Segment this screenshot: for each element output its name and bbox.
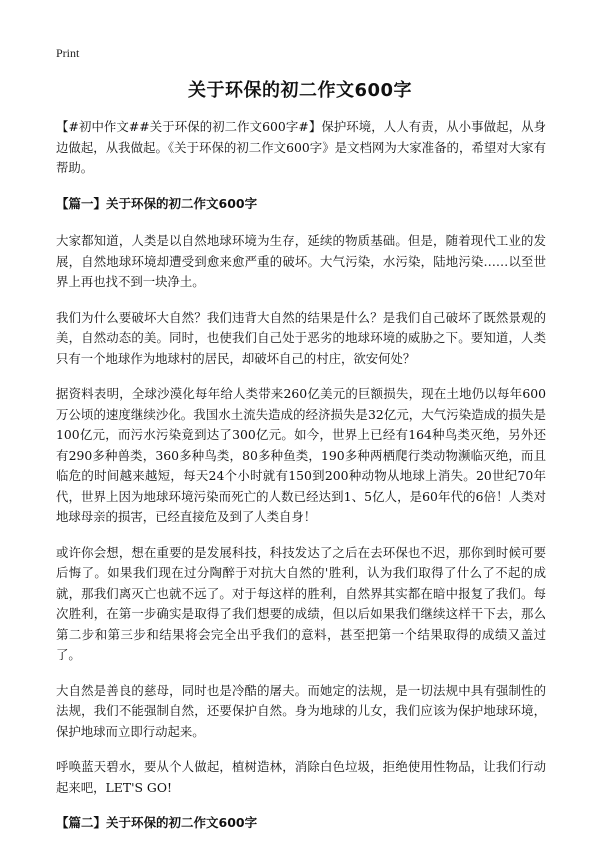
paragraph-4: 或许你会想，想在重要的是发展科技，科技发达了之后在去环保也不迟，那你到时候可要后悔了。如果我们现在过分陶醉于对抗大自然的'胜利，认为我们取得了什么了不起的成就，那我们离灭亡也就不远了。对于每这样的胜利，自然界其实都在暗中报复了我们。每次胜利，在第一步确实是取得了我们想要的成绩，但以后如果我们继续这样干下去，那么第二步和第三步和结果将会完全出乎我们的意料，甚至把第一个结果取得的成绩又盖过了。: [56, 544, 546, 662]
paragraph-1: 大家都知道，人类是以自然地球环境为生存，延续的物质基础。但是，随着现代工业的发展，自然地球环境却遭受到愈来愈严重的破坏。大气污染，水污染，陆地污染……以至世界上再也找不到一块净土。: [56, 233, 546, 289]
paragraph-5: 大自然是善良的慈母，同时也是冷酷的屠夫。而她定的法规，是一切法规中具有强制性的法规，我们不能强制自然，还要保护自然。身为地球的儿女，我们应该为保护地球环境，保护地球而立即行动起来。: [56, 682, 546, 739]
section-heading-1: 【篇一】关于环保的初二作文600字: [56, 195, 258, 211]
article-body: [56, 117, 546, 851]
section-heading-2: 【篇二】关于环保的初二作文600字: [56, 815, 258, 830]
paragraph-6: 呼唤蓝天碧水，要从个人做起，植树造林，消除白色垃圾，拒绝使用性物品，让我们行动起来吧，LET'S GO!: [56, 759, 546, 795]
paragraph-2: 我们为什么要破坏大自然？我们违背大自然的结果是什么？是我们自己破坏了既然景观的美，自然动态的美。同时，也使我们自己处于恶劣的地球环境的威胁之下。要知道，人类只有一个地球作为地球村的居民，却破坏自己的村庄，欲安何处？: [56, 309, 546, 366]
paragraph-3: 据资料表明，全球沙漠化每年给人类带来260亿美元的巨额损失，现在土地仍以每年600万公顷的速度继续沙化。我国水土流失造成的经济损失是32亿元，大气污染造成的损失是100亿元，而污水污染竟到达了300亿元。如今，世界上已经有164种鸟类灭绝，另外还有290多种兽类，360多种鸟类，80多种鱼类，190多种两栖爬行类动物濒临灭绝，而且临危的时间越来越短，每天24个小时就有150到200种动物从地球上消失。20世纪70年代，世界上因为地球环境污染而死亡的人数已经达到1、5亿人，是60年代的6倍！人类对地球母亲的损害，已经直接危及到了人类自身！: [56, 386, 546, 524]
intro-paragraph: 【#初中作文##关于环保的初二作文600字#】保护环境，人人有责，从小事做起，从身边做起，从我做起。《关于环保的初二作文600字》是文档网为大家准备的，希望对大家有帮助。: [56, 119, 546, 175]
print-link[interactable]: Print: [56, 46, 80, 60]
page-title: 关于环保的初二作文600字: [187, 80, 413, 101]
